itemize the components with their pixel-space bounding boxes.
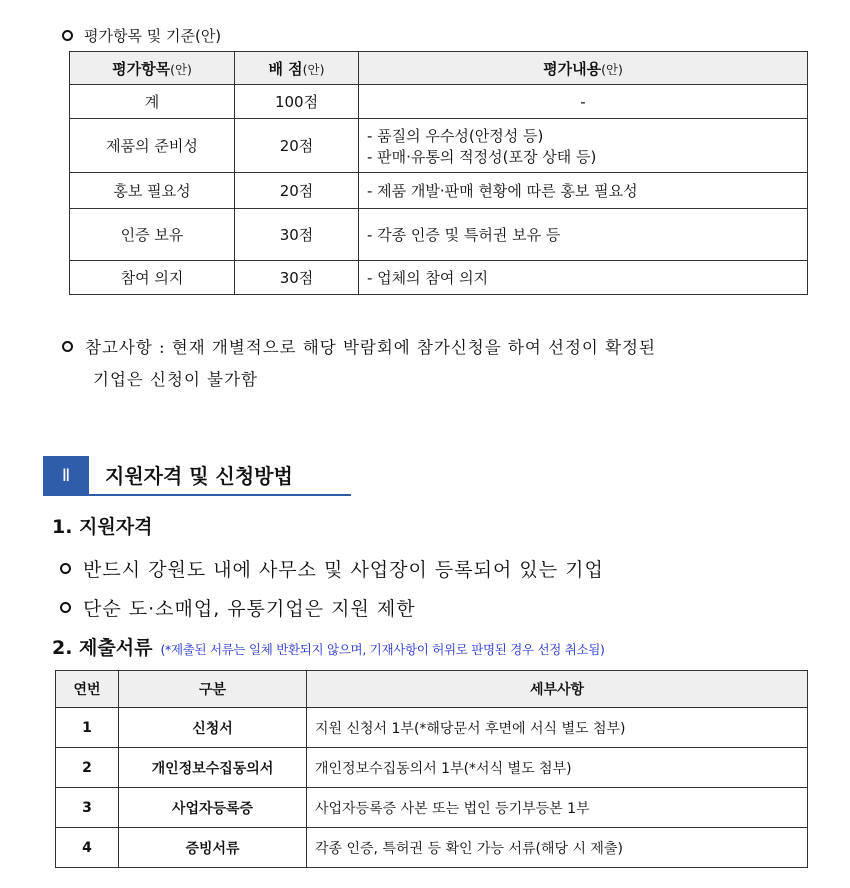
documents-table <box>55 670 808 868</box>
eval-item: 참여 의지 <box>70 261 235 295</box>
eval-score: 30점 <box>235 261 359 295</box>
eval-col-content: 평가내용(안) <box>359 52 808 85</box>
circle-bullet-icon <box>60 602 71 613</box>
qualification-heading: 1. 지원자격 <box>52 516 153 538</box>
section-underline <box>43 494 351 496</box>
eval-score: 20점 <box>235 173 359 209</box>
doc-col-no: 연번 <box>56 671 119 708</box>
documents-heading-row <box>52 633 605 660</box>
eval-criteria-label: 평가항목 및 기준(안) <box>84 27 222 45</box>
doc-type: 신청서 <box>119 708 307 748</box>
doc-col-type: 구분 <box>119 671 307 708</box>
eval-score: 100점 <box>235 85 359 119</box>
reference-note-line1 <box>62 334 656 358</box>
doc-no: 4 <box>56 828 119 868</box>
doc-detail: 지원 신청서 1부(*해당문서 후면에 서식 별도 첨부) <box>307 708 808 748</box>
reference-note <box>62 334 656 390</box>
eval-criteria-header <box>62 25 221 46</box>
table-row <box>56 748 808 788</box>
table-row <box>70 261 808 295</box>
eval-table <box>69 51 808 295</box>
list-item <box>60 555 604 582</box>
eval-col-score: 배 점(안) <box>235 52 359 85</box>
table-row <box>56 788 808 828</box>
doc-detail: 사업자등록증 사본 또는 법인 등기부등본 1부 <box>307 788 808 828</box>
table-row <box>70 173 808 209</box>
eval-item: 인증 보유 <box>70 209 235 261</box>
eval-score: 20점 <box>235 119 359 173</box>
eval-item: 계 <box>70 85 235 119</box>
table-row <box>70 119 808 173</box>
reference-note-text: 참고사항 : 현재 개별적으로 해당 박람회에 참가신청을 하여 선정이 확정된 <box>85 338 656 357</box>
qualification-item-text: 반드시 강원도 내에 사무소 및 사업장이 등록되어 있는 기업 <box>83 559 604 581</box>
documents-header-row <box>56 671 808 708</box>
section-title: 지원자격 및 신청방법 <box>105 464 293 488</box>
list-item <box>60 594 416 621</box>
circle-bullet-icon <box>62 30 73 41</box>
section-number: Ⅱ <box>43 456 89 496</box>
reference-note-line2: 기업은 신청이 불가함 <box>93 370 258 389</box>
table-row <box>70 209 808 261</box>
eval-content: - 제품 개발·판매 현황에 따른 홍보 필요성 <box>359 173 808 209</box>
eval-content-line: - 품질의 우수성(안정성 등) <box>367 126 544 145</box>
table-row <box>70 85 808 119</box>
doc-no: 2 <box>56 748 119 788</box>
eval-item: 제품의 준비성 <box>70 119 235 173</box>
doc-no: 3 <box>56 788 119 828</box>
documents-note: (*제출된 서류는 일체 반환되지 않으며, 기재사항이 허위로 판명된 경우 선정 취소됨) <box>160 642 605 657</box>
eval-content: - 각종 인증 및 특허권 보유 등 <box>359 209 808 261</box>
table-row <box>56 708 808 748</box>
qualification-item-text: 단순 도·소매업, 유통기업은 지원 제한 <box>83 598 416 620</box>
doc-detail: 각종 인증, 특허권 등 확인 가능 서류(해당 시 제출) <box>307 828 808 868</box>
eval-table-header-row <box>70 52 808 85</box>
doc-col-detail: 세부사항 <box>307 671 808 708</box>
circle-bullet-icon <box>60 563 71 574</box>
table-row <box>56 828 808 868</box>
section-heading <box>43 456 351 496</box>
circle-bullet-icon <box>62 341 73 352</box>
doc-no: 1 <box>56 708 119 748</box>
eval-content <box>359 119 808 173</box>
doc-type: 사업자등록증 <box>119 788 307 828</box>
eval-content: - <box>359 85 808 119</box>
doc-detail: 개인정보수집동의서 1부(*서식 별도 첨부) <box>307 748 808 788</box>
doc-type: 개인정보수집동의서 <box>119 748 307 788</box>
eval-col-item: 평가항목(안) <box>70 52 235 85</box>
eval-item: 홍보 필요성 <box>70 173 235 209</box>
eval-content: - 업체의 참여 의지 <box>359 261 808 295</box>
documents-heading: 2. 제출서류 <box>52 637 153 659</box>
doc-type: 증빙서류 <box>119 828 307 868</box>
eval-score: 30점 <box>235 209 359 261</box>
eval-content-line: - 판매·유통의 적정성(포장 상태 등) <box>367 147 597 166</box>
